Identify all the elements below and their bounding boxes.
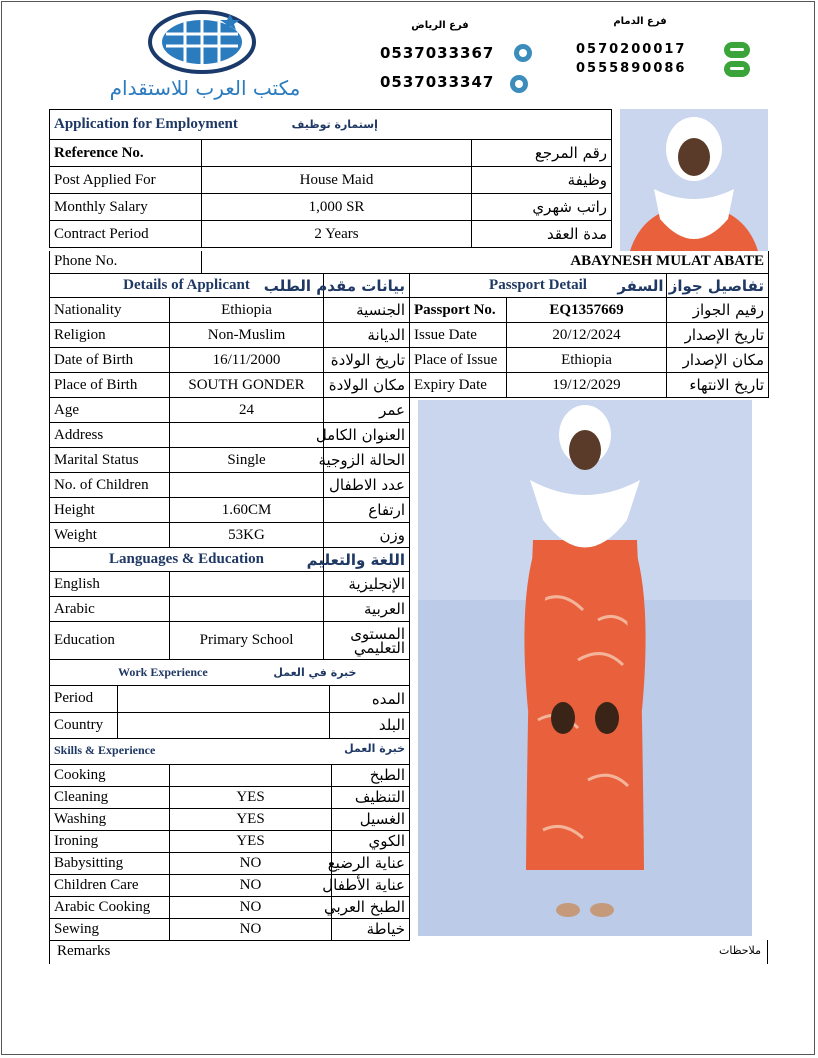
application-header-table [49,109,612,248]
cooking-value [170,764,332,786]
languages-title-ar: اللغة والتعليم [324,548,410,572]
babysitting-label: Babysitting [50,852,170,874]
salary-label-ar: راتب شهري [472,194,612,221]
education-label: Education [50,622,170,660]
religion-label: Religion [50,323,170,348]
childcare-label: Children Care [50,874,170,896]
religion-value: Non-Muslim [170,323,324,348]
children-label: No. of Children [50,473,170,498]
marital-label: Marital Status [50,448,170,473]
phone-row [49,251,769,274]
reference-label-ar: رقم المرجع [472,140,612,167]
sewing-value: NO [170,918,332,940]
children-value [170,473,324,498]
globe-logo-icon [70,6,340,76]
age-label: Age [50,398,170,423]
phone-icon [724,42,750,58]
applicant-portrait-photo [620,109,768,251]
work-title: Work Experience خبرة في العمل [50,660,410,686]
nationality-label: Nationality [50,298,170,323]
weight-label: Weight [50,523,170,548]
height-label: Height [50,498,170,523]
dob-label-ar: تاريخ الولادة [324,348,410,373]
salary-value: 1,000 SR [202,194,472,221]
passport-no-value: EQ1357669 [507,298,667,323]
place-of-issue-label-ar: مكان الإصدار [667,348,769,373]
cooking-label-ar: الطبخ [332,764,410,786]
washing-value: YES [170,808,332,830]
details-title: Details of Applicant [50,274,324,298]
weight-value: 53KG [170,523,324,548]
riyadh-branch-label: فرع الرياض [411,20,469,31]
skills-title: Skills & Experience خبرة العمل [50,738,410,764]
sewing-label-ar: خياطة [332,918,410,940]
arabic-label: Arabic [50,597,170,622]
english-label-ar: الإنجليزية [324,572,410,597]
age-value: 24 [170,398,324,423]
cleaning-label: Cleaning [50,786,170,808]
cleaning-value: YES [170,786,332,808]
dammam-phone-2[interactable]: 0555890086 [576,61,687,76]
phone-label: Phone No. [50,251,202,273]
applicant-name: ABAYNESH MULAT ABATE [202,251,769,273]
contract-value: 2 Years [202,221,472,248]
post-label-ar: وظيفة [472,167,612,194]
application-title-ar: إستمارة توظيف [291,118,378,131]
arabic-value [170,597,324,622]
riyadh-phone-1[interactable]: 0537033367 [380,44,495,62]
issue-date-label-ar: تاريخ الإصدار [667,323,769,348]
height-label-ar: ارتفاع [324,498,410,523]
application-title-cell [50,110,612,140]
expiry-date-label: Expiry Date [410,373,507,398]
skills-table [49,738,410,941]
address-label-ar: العنوان الكامل [324,423,410,448]
languages-title: Languages & Education [50,548,324,572]
passport-no-label-ar: رقيم الجواز [667,298,769,323]
period-value [118,686,330,712]
whatsapp-icon [514,44,532,62]
passport-title: Passport Detail [410,274,667,298]
place-of-issue-value: Ethiopia [507,348,667,373]
country-value [118,712,330,738]
dammam-branch-label: فرع الدمام [613,16,667,27]
dammam-phone-1[interactable]: 0570200017 [576,42,687,57]
office-name: مكتب العرب للاستقدام [109,76,301,100]
dob-label: Date of Birth [50,348,170,373]
whatsapp-icon [510,75,528,93]
passport-title-ar: تفاصيل جواز السفر [667,274,769,298]
washing-label-ar: الغسيل [332,808,410,830]
dob-value: 16/11/2000 [170,348,324,373]
details-title-ar: بيانات مقدم الطلب [324,274,410,298]
contract-label-ar: مدة العقد [472,221,612,248]
height-value: 1.60CM [170,498,324,523]
cooking-label: Cooking [50,764,170,786]
marital-label-ar: الحالة الزوجية [324,448,410,473]
expiry-date-value: 19/12/2029 [507,373,667,398]
place-of-issue-label: Place of Issue [410,348,507,373]
remarks-row [49,940,768,964]
arabic-label-ar: العربية [324,597,410,622]
address-label: Address [50,423,170,448]
cleaning-label-ar: التنظيف [332,786,410,808]
office-logo [70,6,340,102]
birthplace-label: Place of Birth [50,373,170,398]
salary-label: Monthly Salary [50,194,202,221]
weight-label-ar: وزن [324,523,410,548]
childcare-label-ar: عناية الأطفال [332,874,410,896]
babysitting-value: NO [170,852,332,874]
contract-label: Contract Period [50,221,202,248]
issue-date-value: 20/12/2024 [507,323,667,348]
english-value [170,572,324,597]
remarks-label: Remarks [57,943,111,959]
post-label: Post Applied For [50,167,202,194]
arabic-cooking-label: Arabic Cooking [50,896,170,918]
country-label: Country [50,712,118,738]
post-value: House Maid [202,167,472,194]
arabic-cooking-value: NO [170,896,332,918]
passport-table [409,273,769,398]
remarks-label-ar: ملاحظات [719,944,761,957]
application-title: Application for Employment [54,116,238,132]
ironing-value: YES [170,830,332,852]
passport-no-label: Passport No. [410,298,507,323]
sewing-label: Sewing [50,918,170,940]
reference-label: Reference No. [50,140,202,167]
country-label-ar: البلد [330,712,410,738]
ironing-label-ar: الكوي [332,830,410,852]
expiry-date-label-ar: تاريخ الانتهاء [667,373,769,398]
children-label-ar: عدد الاطفال [324,473,410,498]
address-value [170,423,324,448]
period-label: Period [50,686,118,712]
issue-date-label: Issue Date [410,323,507,348]
marital-value: Single [170,448,324,473]
arabic-cooking-label-ar: الطبخ العربي [332,896,410,918]
birthplace-label-ar: مكان الولادة [324,373,410,398]
ironing-label: Ironing [50,830,170,852]
education-value: Primary School [170,622,324,660]
english-label: English [50,572,170,597]
babysitting-label-ar: عناية الرضيع [332,852,410,874]
work-table [49,686,410,739]
period-label-ar: المده [330,686,410,712]
riyadh-phone-2[interactable]: 0537033347 [380,73,495,91]
religion-label-ar: الديانة [324,323,410,348]
birthplace-value: SOUTH GONDER [170,373,324,398]
portrait-figure-icon [620,109,768,251]
phone-icon [724,61,750,77]
washing-label: Washing [50,808,170,830]
age-label-ar: عمر [324,398,410,423]
childcare-value: NO [170,874,332,896]
details-table [49,273,410,686]
education-label-ar: المستوى التعليمي [324,622,410,660]
reference-value [202,140,472,167]
nationality-value: Ethiopia [170,298,324,323]
nationality-label-ar: الجنسية [324,298,410,323]
applicant-full-photo [418,400,752,936]
full-figure-icon [418,400,752,936]
